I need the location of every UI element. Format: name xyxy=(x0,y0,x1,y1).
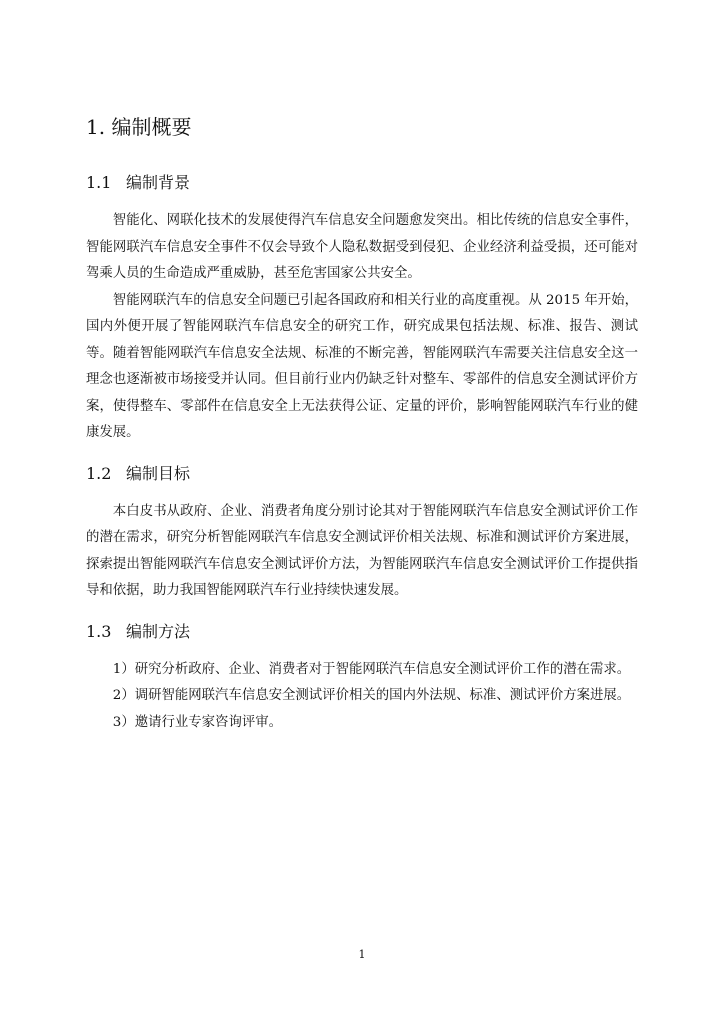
section-objective xyxy=(86,461,638,605)
list-item: 2）调研智能网联汽车信息安全测试评价相关的国内外法规、标准、测试评价方案进展。 xyxy=(112,688,631,703)
paragraph: 智能化、网联化技术的发展使得汽车信息安全问题愈发突出。相比传统的信息安全事件，智能网联汽车信息安全事件不仅会导致个人隐私数据受到侵犯、企业经济利益受损，还可能对驾乘人员的生命造成严重威胁，甚至危害国家公共安全。 xyxy=(86,213,638,281)
section-title: 编制背景 xyxy=(126,173,191,192)
list-item: 3）邀请行业专家咨询评审。 xyxy=(112,714,283,730)
chapter-heading: 1. 编制概要 xyxy=(86,115,192,139)
section-heading xyxy=(86,619,638,645)
section-heading xyxy=(86,170,638,196)
section-title: 编制目标 xyxy=(126,463,191,483)
section-number: 1.2 xyxy=(86,463,112,483)
section-background xyxy=(86,170,638,447)
section-number: 1.3 xyxy=(86,621,112,641)
paragraph: 智能网联汽车的信息安全问题已引起各国政府和相关行业的高度重视。从 2015 年开始，国内外便开展了智能网联汽车信息安全的研究工作，研究成果包括法规、标准、报告、测试等。随着智能网联汽车信息安全法规、标准的不断完善，智能网联汽车需要关注信息安全这一理念也逐渐被市场接受并认同。但目前行业内仍缺乏针对整车、零部件的信息安全测试评价方案，使得整车、零部件在信息安全上无法获得公证、定量的评价，影响智能网联汽车行业的健康发展。 xyxy=(86,292,638,440)
section-title: 编制方法 xyxy=(126,621,191,641)
section-method xyxy=(86,619,638,737)
section-number: 1.1 xyxy=(86,173,112,192)
paragraph: 本白皮书从政府、企业、消费者角度分别讨论其对于智能网联汽车信息安全测试评价工作的潜在需求，研究分析智能网联汽车信息安全测试评价相关法规、标准和测试评价方案进展，探索提出智能网联汽车信息安全测试评价方法，为智能网联汽车信息安全测试评价工作提供指导和依据，助力我国智能网联汽车行业持续快速发展。 xyxy=(86,503,638,598)
section-heading xyxy=(86,461,638,487)
list-item: 1）研究分析政府、企业、消费者对于智能网联汽车信息安全测试评价工作的潜在需求。 xyxy=(112,661,631,677)
page-content xyxy=(86,112,638,736)
page-number: 1 xyxy=(358,948,366,961)
